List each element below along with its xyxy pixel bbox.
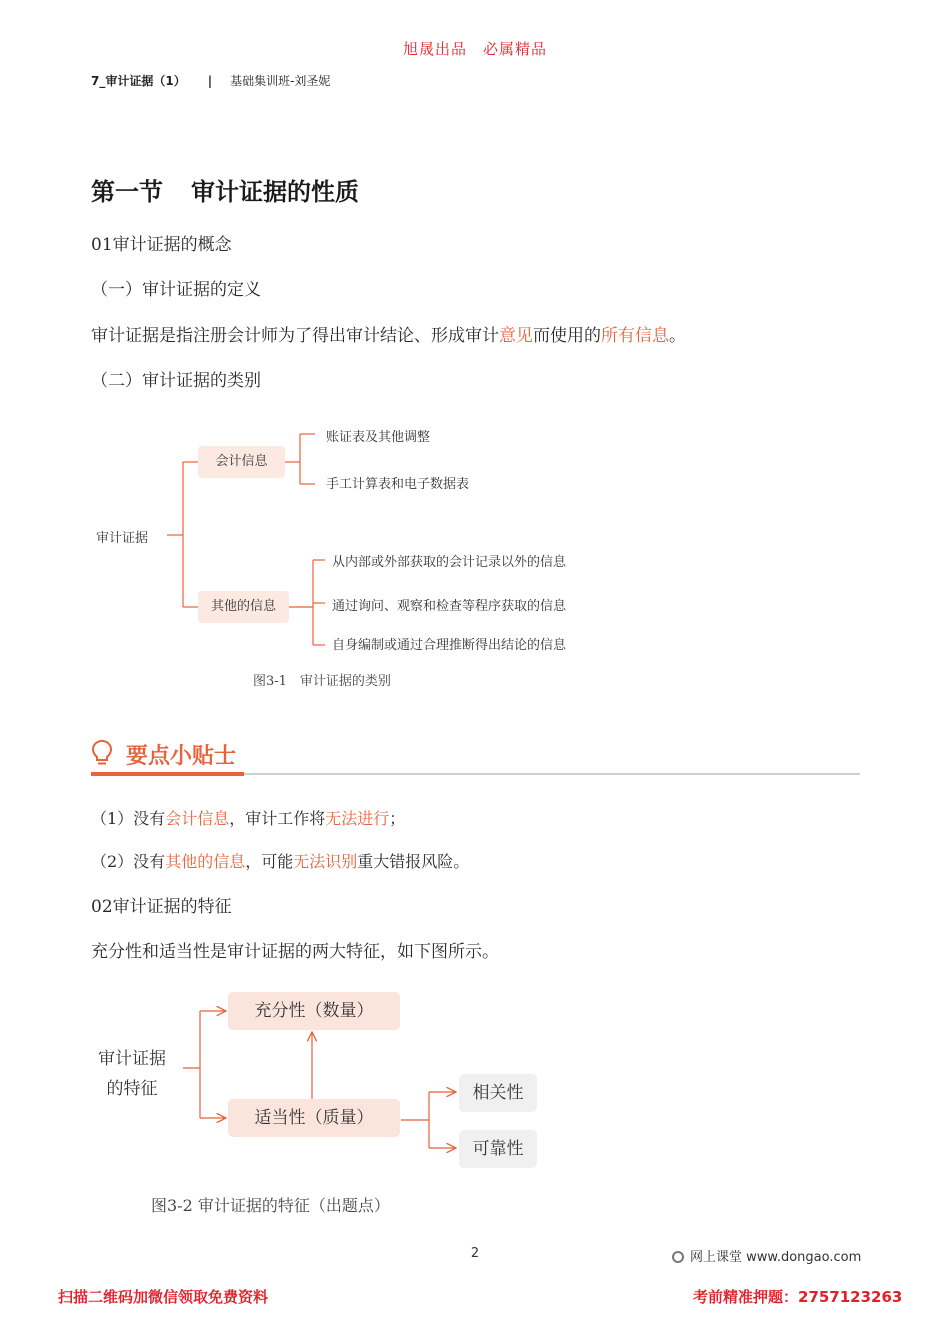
definition-heading: （一）审计证据的定义 xyxy=(91,280,261,300)
tip2-highlight-1: 其他的信息 xyxy=(165,852,246,871)
fig1-leaf-4: 通过询问、观察和检查等程序获取的信息 xyxy=(332,599,567,614)
fig1-root-node: 审计证据 xyxy=(96,531,149,546)
fig1-accounting-info-node: 会计信息 xyxy=(198,446,285,478)
footer-right-note: 考前精准押题：2757123263 xyxy=(693,1288,903,1306)
top-banner: 旭晟出品 必属精品 xyxy=(402,40,547,58)
fig2-appropriateness-node: 适当性（质量） xyxy=(228,1099,400,1137)
definition-text-end: 。 xyxy=(669,326,686,346)
fig2-sufficiency-node: 充分性（数量） xyxy=(228,992,400,1030)
fig2-reliability-node: 可靠性 xyxy=(459,1130,537,1168)
tip1-highlight-1: 会计信息 xyxy=(165,809,230,828)
tip1-text-a: （1）没有 xyxy=(91,809,166,828)
course-label: 基础集训班-刘圣妮 xyxy=(230,74,331,88)
tip2-text-c: 重大错报风险。 xyxy=(357,852,470,871)
fig1-leaf-2: 手工计算表和电子数据表 xyxy=(326,477,470,492)
tips-title: 要点小贴士 xyxy=(126,743,237,769)
fig1-other-info-node: 其他的信息 xyxy=(198,591,289,623)
tip2-text-a: （2）没有 xyxy=(91,852,166,871)
brand-logo-icon xyxy=(672,1251,684,1263)
characteristics-paragraph: 充分性和适当性是审计证据的两大特征，如下图所示。 xyxy=(91,942,499,962)
section-name: 审计证据的性质 xyxy=(191,177,359,206)
brand-text: 网上课堂 www.dongao.com xyxy=(690,1250,862,1265)
fig2-caption: 图3-2 审计证据的特征（出题点） xyxy=(151,1196,390,1215)
fig1-leaf-1: 账证表及其他调整 xyxy=(326,430,431,445)
definition-text-mid: 而使用的 xyxy=(533,326,601,346)
category-heading: （二）审计证据的类别 xyxy=(91,371,261,391)
tip1-text-b: ，审计工作将 xyxy=(229,809,326,828)
fig1-leaf-3: 从内部或外部获取的会计记录以外的信息 xyxy=(332,555,567,570)
tip1-text-c: ； xyxy=(389,809,406,828)
subsection-heading-02: 02审计证据的特征 xyxy=(91,897,232,917)
definition-highlight-opinion: 意见 xyxy=(499,326,533,346)
section-number: 第一节 xyxy=(91,177,163,206)
tip2-text-b: ，可能 xyxy=(245,852,294,871)
definition-text: 审计证据是指注册会计师为了得出审计结论、形成审计 xyxy=(91,326,499,346)
fig2-root-node xyxy=(98,1044,166,1104)
fig2-relevance-node: 相关性 xyxy=(459,1074,537,1112)
footer-left-note: 扫描二维码加微信领取免费资料 xyxy=(58,1288,269,1306)
page-number: 2 xyxy=(470,1246,480,1261)
fig2-root-line2: 的特征 xyxy=(106,1079,158,1099)
footer-brand xyxy=(672,1246,861,1265)
fig1-leaf-5: 自身编制或通过合理推断得出结论的信息 xyxy=(332,638,567,653)
tip2-highlight-2: 无法识别 xyxy=(293,852,358,871)
header-separator: | xyxy=(207,74,213,88)
tip1-highlight-2: 无法进行 xyxy=(325,809,390,828)
fig1-caption: 图3-1 审计证据的类别 xyxy=(253,674,391,689)
definition-highlight-all-info: 所有信息 xyxy=(601,326,669,346)
chapter-label: 7_审计证据（1） xyxy=(91,74,186,88)
subsection-heading-01: 01审计证据的概念 xyxy=(91,235,232,255)
fig2-root-line1: 审计证据 xyxy=(98,1049,166,1069)
